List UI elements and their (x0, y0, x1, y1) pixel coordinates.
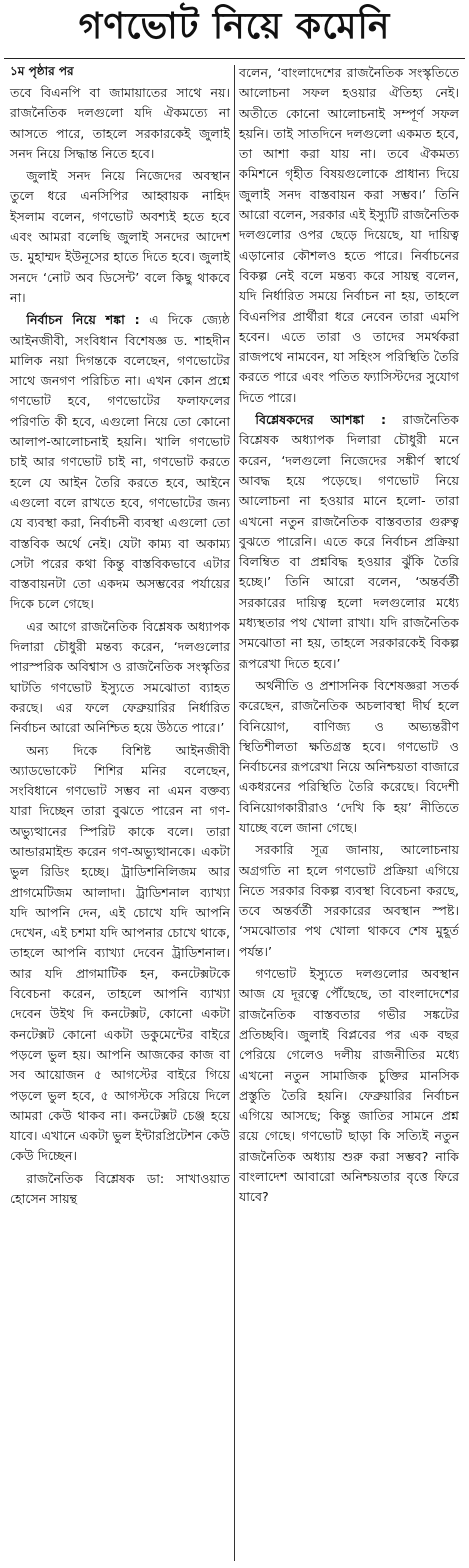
column-left (6, 63, 234, 1563)
paragraph: সরকারি সূত্র জানায়, আলোচনায় অগ্রগতি না হলে গণভোট প্রক্রিয়া এগিয়ে নিতে সরকার বিকল্প ব্যবস্থা বিবেচনা করছে, তবে অন্তর্বর্তী সরকারের অবস্থান স্পষ্ট। ‘সমঝোতার পথ খোলা থাকবে শেষ মুহূর্ত পর্যন্ত।’ (239, 842, 459, 959)
paragraph: তবে বিএনপি বা জামায়াতের সাথে নয়। রাজনৈতিক দলগুলো যদি ঐকমত্যে না আসতে পারে, তাহলে সরকারকেই জুলাই সনদ নিয়ে সিদ্ধান্ত নিতে হবে। (10, 85, 230, 161)
paragraph: রাজনৈতিক বিশ্লেষক ডা: সাখাওয়াত হোসেন সায়ন্থ (10, 1170, 230, 1207)
paragraph-text: এ দিকে জ্যেষ্ঠ আইনজীবী, সংবিধান বিশেষজ্ঞ ড. শাহদীন মালিক নয়া দিগন্তকে বলেছেন, গণভোটের সাথে জনগণ পরিচিত না। এখন কোন প্রশ্নে গণভোট হবে, গণভোটের ফলাফলের পরিণতি কী হবে, এগুলো নিয়ে তো কোনো আলাপ-আলোচনাই হয়নি। খালি গণভোট চাই আর গণভোট চাই না, গণভোট করতে হলে যে আইন তৈরি করতে হবে, আইনে এগুলো বলে রাখতে হবে, গণভোটের জন্য যে ব্যবস্থা করা, নির্বাচনী ব্যবস্থা এগুলো তো বাস্তবিক অর্থে নেই। যেটা কাম্য বা অকাম্য সেটা পরের কথা কিন্তু বাস্তবিকভাবে এটার বাস্তবায়নটা তো একদম অসম্ভবের পর্যায়ের দিকে চলে গেছে। (10, 312, 230, 612)
paragraph-with-subhead (10, 310, 230, 614)
paragraph: গণভোট ইস্যুতে দলগুলোর অবস্থান আজ যে দূরত্বে পৌঁছেছে, তা বাংলাদেশের রাজনৈতিক বাস্তবতার গভীর সঙ্কটের প্রতিচ্ছবি। জুলাই বিপ্লবের পর এক বছর পেরিয়ে গেলেও দলীয় রাজনীতির মধ্যে এখনো নতুন সামাজিক চুক্তির মানসিক প্রস্তুতি তৈরি হয়নি। ফেব্রুয়ারির নির্বাচন এগিয়ে আসছে; কিন্তু জাতির সামনে প্রশ্ন রয়ে গেছে। গণভোট ছাড়া কি সত্যিই নতুন রাজনৈতিক অধ্যায় শুরু করা সম্ভব? নাকি বাংলাদেশ আবারো অনিশ্চয়তার বৃত্তে ফিরে যাবে? (239, 966, 459, 1205)
paragraph: বলেন, ‘বাংলাদেশের রাজনৈতিক সংস্কৃতিতে আলোচনা সফল হওয়ার ঐতিহ্য নেই। অতীতে কোনো আলোচনাই সম্পূর্ণ সফল হয়নি। তাই সাতদিনে দলগুলো একমত হবে, তা আশা করা যায় না। তবে ঐকমত্য কমিশনে গৃহীত বিষয়গুলোকে প্রাধান্য দিয়ে জুলাই সনদ বাস্তবায়ন করা সম্ভব।’ তিনি আরো বলেন, সরকার এই ইস্যুটি রাজনৈতিক দলগুলোর ওপর ছেড়ে দিয়েছে, যা দায়িত্ব এড়ানোর কৌশলও হতে পারে। নির্বাচনের বিকল্প নেই বলে মন্তব্য করে সায়ন্থ বলেন, যদি নির্ধারিত সময়ে নির্বাচন না হয়, তাহলে বিএনপির প্রার্থীরা ধরে নেবেন তারা এমপি হবেন। এতে তারা ও তাদের সমর্থকরা রাজপথে নামবেন, যা সহিংস পরিস্থিতি তৈরি করতে পারে এবং পতিত ফ্যাসিস্টদের সুযোগ দিতে পারে। (239, 65, 459, 405)
paragraph: এর আগে রাজনৈতিক বিশ্লেষক অধ্যাপক দিলারা চৌধুরী মন্তব্য করেন, ‘দলগুলোর পারস্পরিক অবিশ্বাস ও রাজনৈতিক সংস্কৃতির ঘাটতি গণভোট ইস্যুতে সমঝোতা ব্যাহত করছে। এর ফলে ফেব্রুয়ারির নির্ধারিত নির্বাচন আরো অনিশ্চিত হয়ে উঠতে পারে।’ (10, 618, 230, 736)
paragraph: জুলাই সনদ নিয়ে নিজেদের অবস্থান তুলে ধরে এনসিপির আহ্বায়ক নাহিদ ইসলাম বলেন, গণভোট অবশ্যই হতে হবে এবং আমরা বলেছি জুলাই সনদের আদেশ ড. মুহাম্মদ ইউনূসের হাতে দিতে হবে। জুলাই সনদে ‘নোট অব ডিসেন্ট’ বলে কিছু থাকবে না। (10, 168, 230, 305)
paragraph: অর্থনীতি ও প্রশাসনিক বিশেষজ্ঞরা সতর্ক করেছেন, রাজনৈতিক অচলাবস্থা দীর্ঘ হলে বিনিয়োগ, বাণিজ্য ও অভ্যন্তরীণ স্থিতিশীলতা ক্ষতিগ্রস্ত হবে। গণভোট ও নির্বাচনের রূপরেখা নিয়ে অনিশ্চয়তা বাজারে একধরনের পরিস্থিতি তৈরি করেছে। বিদেশী বিনিয়োগকারীরাও ‘দেখি কি হয়’ নীতিতে যাচ্ছে বলে জানা গেছে। (239, 677, 459, 835)
paragraph-with-subhead (239, 410, 459, 674)
column-right (235, 63, 463, 1563)
article-columns (0, 59, 469, 1563)
paragraph: অন্য দিকে বিশিষ্ট আইনজীবী অ্যাডভোকেট শিশির মনির বলেছেন, সংবিধানে গণভোট সম্ভব না এমন বক্তব্য যারা দিচ্ছেন তারা বুঝতে পারেন না গণ-অভ্যুত্থানের স্পিরিট কাকে বলে। তারা আন্ডারমাইন্ড করেন গণ-অভ্যুত্থানকে। একটা ভুল রিডিং হচ্ছে। ট্রাডিশনিলিজম আর প্রাগমেটিজম আলাদা। ট্রাডিশনাল ব্যাখ্যা যদি আপনি দেন, এই চোখে যদি আপনি দেখেন, এই চশমা যদি আপনার চোখে থাকে, তাহলে আপনি ব্যাখ্যা দেবেন ট্রাডিশনাল। আর যদি প্রাগমাটিক হন, কনটেক্সটকে বিবেচনা করেন, তাহলে আপনি ব্যাখ্যা দেবেন উইথ দি কনটেক্সট, কোনো একটা কনটেক্সট কোনো একটা ডকুমেন্টের বাইরে পড়লে ভুল হয়। আপনি আজকের কাজ বা সব আয়োজন ৫ আগস্টের বাইরে গিয়ে পড়লে ভুল হবে, ৫ আগস্টকে সরিয়ে দিলে আমরা কেউ থাকব না। কনটেক্সট চেঞ্জ হয়ে যাবে। এখানে একটা ভুল ইন্টারপ্রিটেশন কেউ কেউ দিচ্ছেন। (10, 742, 230, 1164)
article-headline: গণভোট নিয়ে কমেনি (4, 0, 465, 59)
subheading: নির্বাচন নিয়ে শঙ্কা : (26, 312, 140, 328)
paragraph-text: রাজনৈতিক বিশ্লেষক অধ্যাপক দিলারা চৌধুরী মনে করেন, ‘দলগুলো নিজেদের সঙ্কীর্ণ স্বার্থে আবদ্ধ হয়ে পড়েছে। গণভোট নিয়ে আলোচনা না হওয়ার মানে হলো- তারা এখনো নতুন রাজনৈতিক বাস্তবতার গুরুত্ব বুঝতে পারেনি। এতে করে নির্বাচন প্রক্রিয়া বিলম্বিত বা প্রশ্নবিদ্ধ হওয়ার ঝুঁকি তৈরি হচ্ছে।’ তিনি আরো বলেন, ‘অন্তর্বর্তী সরকারের দায়িত্ব হলো দলগুলোর মধ্যে মধ্যস্থতার পথ খোলা রাখা। যদি রাজনৈতিক সমঝোতা না হয়, তাহলে সরকারকেই বিকল্প রূপরেখা দিতে হবে।’ (239, 412, 459, 671)
continued-from-label: ১ম পৃষ্ঠার পর (10, 64, 74, 78)
subheading: বিশ্লেষকদের আশঙ্কা : (255, 412, 387, 428)
